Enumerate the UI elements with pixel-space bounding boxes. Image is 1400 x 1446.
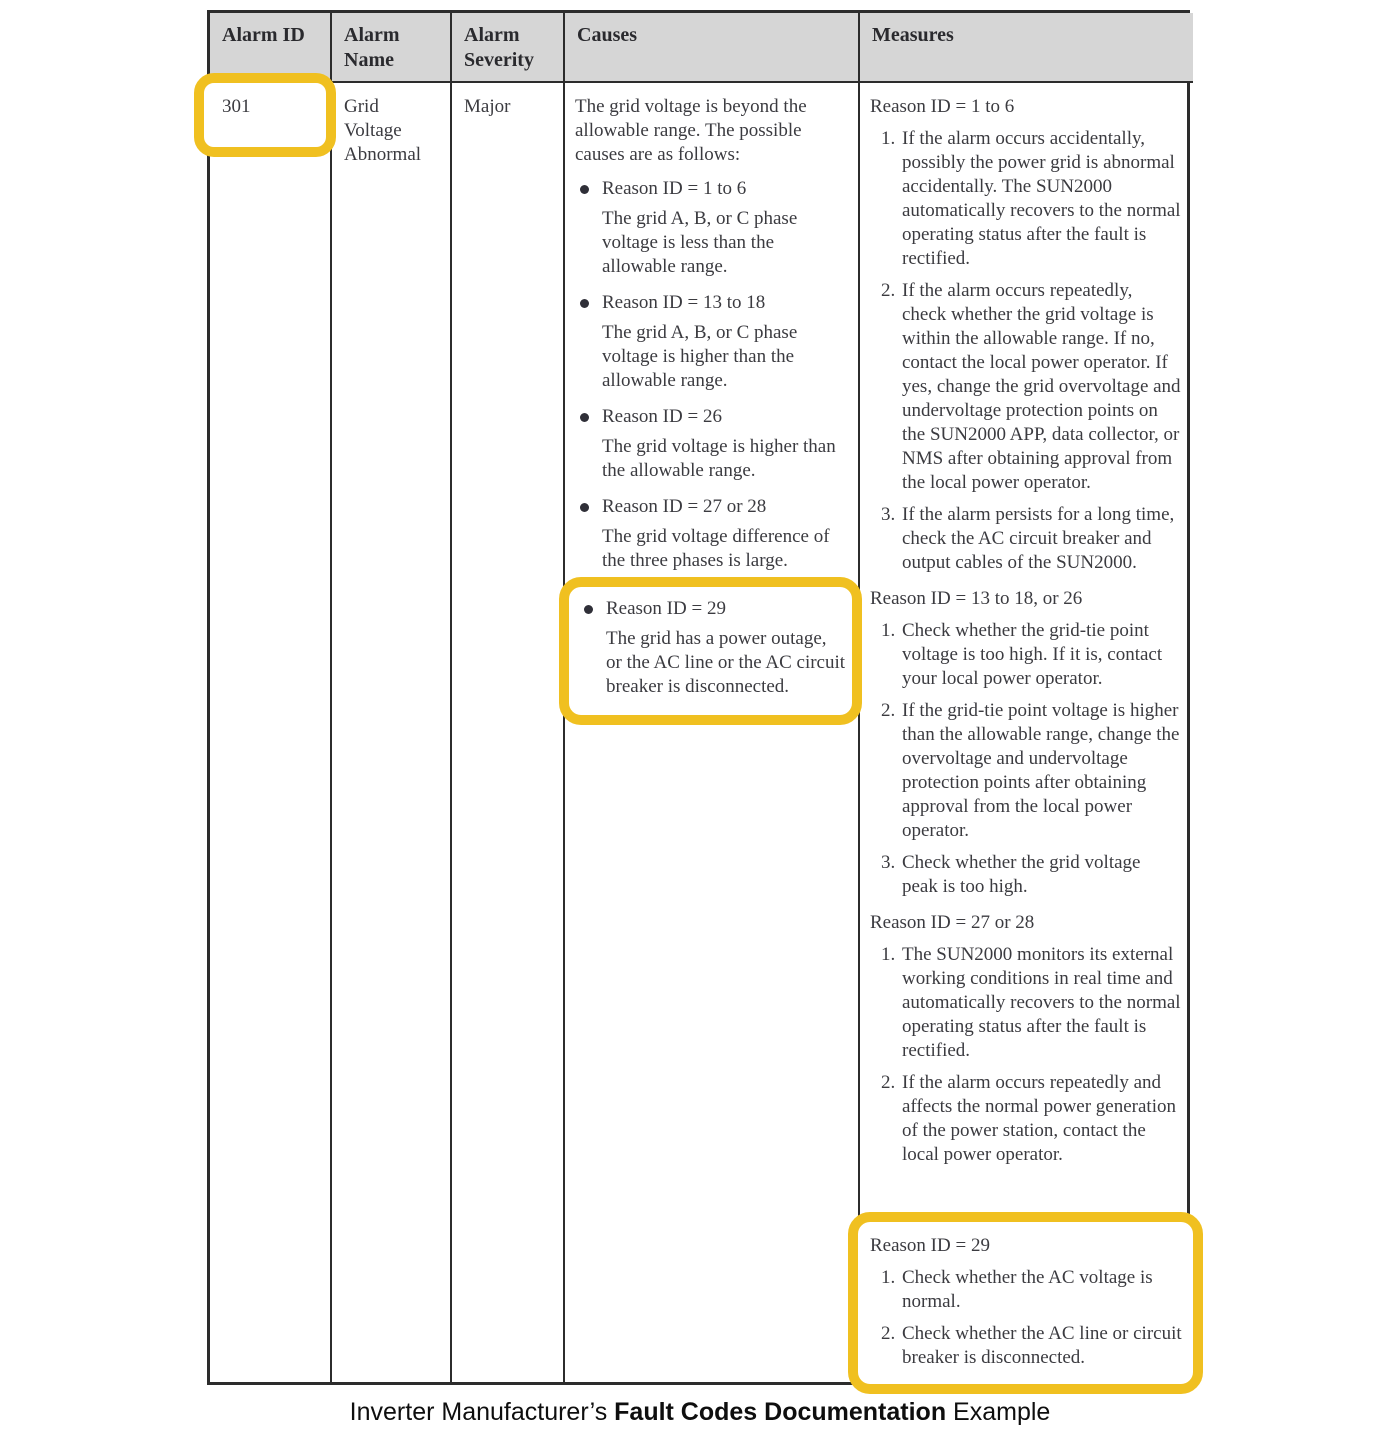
measure-item: 2. If the alarm occurs repeatedly and affects the normal power generation of the power station, contact the local power operator.	[900, 1071, 1181, 1167]
caption-suffix: Example	[946, 1398, 1051, 1426]
bullet-icon	[580, 185, 589, 194]
measures-section-reason-29	[870, 1234, 1183, 1370]
causes-cell	[563, 83, 858, 1382]
alarm-name-cell: Grid Voltage Abnormal	[330, 83, 450, 1382]
measures-section-title: Reason ID = 29	[870, 1235, 990, 1256]
cause-title: Reason ID = 1 to 6	[602, 178, 747, 199]
measures-list	[870, 127, 1181, 575]
caption-prefix: Inverter Manufacturer’s	[349, 1398, 615, 1426]
measure-item: 1. The SUN2000 monitors its external working conditions in real time and automatically recovers to the normal operating status after the fault is rectified.	[900, 943, 1181, 1063]
measure-item: 1. Check whether the grid-tie point voltage is too high. If it is, contact your local power operator.	[900, 619, 1181, 691]
cause-bullet-reason-1-6	[575, 177, 848, 279]
figure-caption	[0, 1398, 1400, 1427]
bullet-icon	[580, 299, 589, 308]
alarm-severity-cell: Major	[450, 83, 563, 1382]
cause-title: Reason ID = 29	[606, 598, 726, 619]
cause-title: Reason ID = 26	[602, 406, 722, 427]
cause-body: The grid has a power outage, or the AC line or the AC circuit breaker is disconnected.	[606, 628, 846, 697]
cause-body: The grid A, B, or C phase voltage is less than the allowable range.	[602, 208, 798, 277]
cause-body: The grid A, B, or C phase voltage is higher than the allowable range.	[602, 322, 798, 391]
measures-cell	[858, 83, 1193, 1382]
measure-item: 2. If the alarm occurs repeatedly, check whether the grid voltage is within the allowable range. If no, contact the local power operator. If yes, change the grid overvoltage and undervoltage protection points on the SUN2000 APP, data collector, or NMS after obtaining approval from the local power operator.	[900, 279, 1181, 495]
measures-section-reason-13-18-26	[870, 587, 1181, 911]
measures-section-reason-1-6	[870, 95, 1181, 587]
measures-list	[870, 619, 1181, 899]
measures-list	[870, 943, 1181, 1167]
cause-bullet-reason-13-18	[575, 291, 848, 393]
cause-title: Reason ID = 27 or 28	[602, 496, 767, 517]
header-alarm-severity: Alarm Severity	[450, 13, 563, 83]
measure-item: 1. If the alarm occurs accidentally, possibly the power grid is abnormal accidentally. The SUN2000 automatically recovers to the normal operating status after the fault is rectified.	[900, 127, 1181, 271]
cause-body: The grid voltage difference of the three phases is large.	[602, 526, 830, 571]
cause-bullet-reason-26	[575, 405, 848, 483]
measures-highlight-annotation	[848, 1212, 1203, 1394]
causes-highlight-annotation	[559, 577, 862, 725]
alarm-id-highlight-annotation	[194, 73, 336, 157]
header-alarm-name: Alarm Name	[330, 13, 450, 83]
header-measures: Measures	[858, 13, 1193, 83]
measures-section-title: Reason ID = 13 to 18, or 26	[870, 588, 1083, 609]
measures-section-title: Reason ID = 1 to 6	[870, 96, 1015, 117]
bullet-icon	[580, 413, 589, 422]
measures-section-title: Reason ID = 27 or 28	[870, 912, 1035, 933]
alarm-id-cell	[210, 83, 330, 1382]
bullet-icon	[584, 605, 593, 614]
cause-body: The grid voltage is higher than the allowable range.	[602, 436, 836, 481]
measure-item: 3. If the alarm persists for a long time, check the AC circuit breaker and output cables of the SUN2000.	[900, 503, 1181, 575]
measure-item: 3. Check whether the grid voltage peak is too high.	[900, 851, 1181, 899]
measure-item: 2. Check whether the AC line or circuit breaker is disconnected.	[900, 1322, 1183, 1370]
measure-item: 1. Check whether the AC voltage is normal.	[900, 1266, 1183, 1314]
caption-bold-text: Fault Codes Documentation	[614, 1398, 947, 1426]
header-causes: Causes	[563, 13, 858, 83]
cause-bullet-reason-29	[579, 597, 846, 699]
bullet-icon	[580, 503, 589, 512]
measures-section-reason-27-28	[870, 911, 1181, 1179]
causes-intro: The grid voltage is beyond the allowable range. The possible causes are as follows:	[575, 96, 807, 165]
alarm-id-value: 301	[222, 96, 251, 117]
measures-list	[870, 1266, 1183, 1370]
header-alarm-id: Alarm ID	[210, 13, 330, 83]
fault-codes-table	[207, 10, 1190, 1385]
cause-bullet-reason-27-28	[575, 495, 848, 573]
cause-title: Reason ID = 13 to 18	[602, 292, 766, 313]
measure-item: 2. If the grid-tie point voltage is higher than the allowable range, change the overvoltage and undervoltage protection points after obtaining approval from the local power operator.	[900, 699, 1181, 843]
